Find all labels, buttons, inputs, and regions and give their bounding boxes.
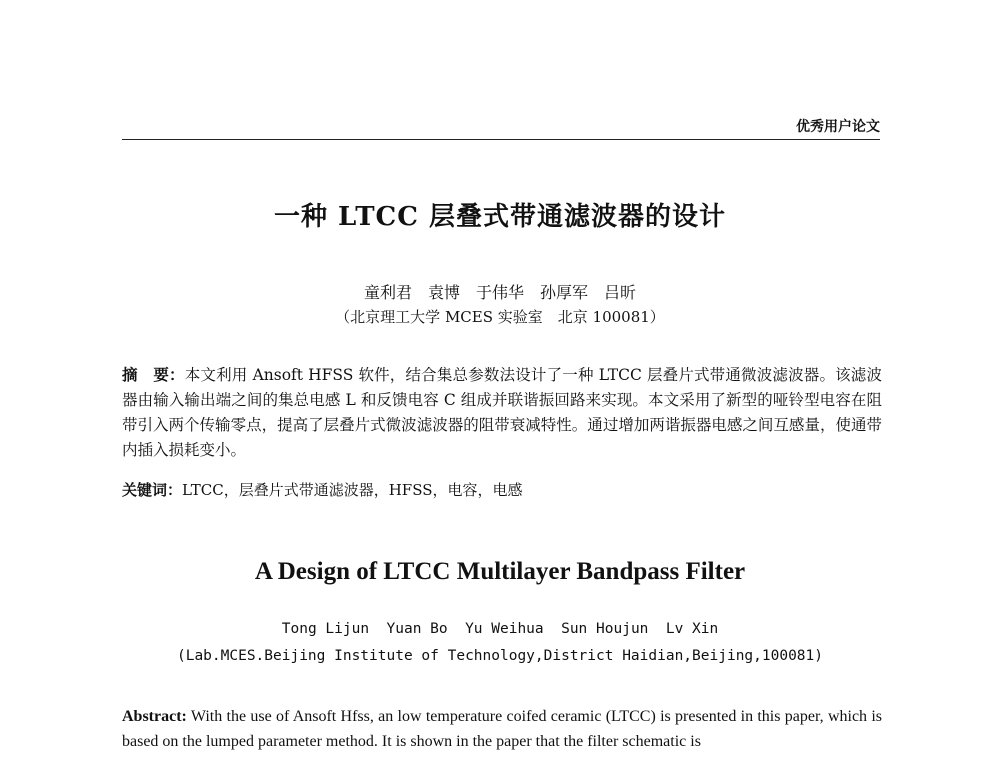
chinese-affiliation: （北京理工大学 MCES 实验室 北京 100081） xyxy=(335,308,665,326)
english-authors: Tong Lijun Yuan Bo Yu Weihua Sun Houjun Lv Xin xyxy=(281,621,719,637)
chinese-abstract-text: 本文利用 Ansoft HFSS 软件，结合集总参数法设计了一种 LTCC 层叠片式带通微波滤波器。该滤波器由输入输出端之间的集总电感 L 和反馈电容 C 组成并联谐振回路来实现。本文采用了新型的哑铃型电容在阻带引入两个传输零点，提高了层叠片式微波滤波器的阻带衰减特性。通过增加两谐振器电感之间互感量，使通带内插入损耗变小。 xyxy=(122,366,882,459)
english-abstract-text: With the use of Ansoft Hfss, an low temperature coifed ceramic (LTCC) is presented in this paper, which is based on the lumped parameter method. It is shown in the paper that the filter schematic is xyxy=(122,708,882,750)
chinese-keywords xyxy=(122,478,882,503)
chinese-keywords-label: 关键词： xyxy=(122,481,183,499)
chinese-title: 一种 LTCC 层叠式带通滤波器的设计 xyxy=(274,202,726,232)
english-affiliation: (Lab.MCES.Beijing Institute of Technology,District Haidian,Beijing,100081) xyxy=(176,648,823,664)
chinese-keywords-text: LTCC，层叠片式带通滤波器，HFSS，电容，电感 xyxy=(182,481,523,499)
chinese-abstract-label: 摘 要： xyxy=(122,365,185,384)
english-abstract-label: Abstract: xyxy=(122,708,187,725)
chinese-authors: 童利君 袁博 于伟华 孙厚军 吕昕 xyxy=(363,283,636,302)
header-tag: 优秀用户论文 xyxy=(796,119,880,135)
chinese-abstract xyxy=(122,362,882,463)
header-rule xyxy=(122,139,880,140)
english-title: A Design of LTCC Multilayer Bandpass Filter xyxy=(254,558,746,585)
english-abstract xyxy=(122,704,882,754)
